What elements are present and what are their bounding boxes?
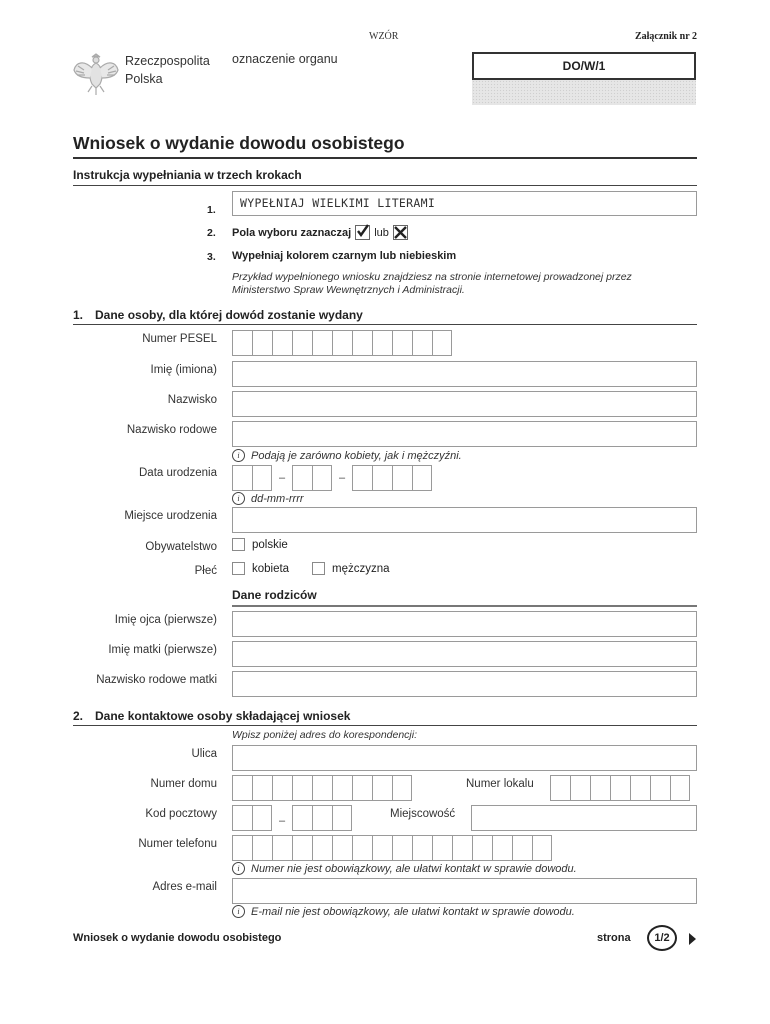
info-icon: i: [232, 492, 245, 505]
dob-day-cell[interactable]: [252, 465, 272, 491]
house-number-cell[interactable]: [252, 775, 272, 801]
city-label: Miejscowość: [390, 808, 456, 820]
phone-hint-text: Numer nie jest obowiązkowy, ale ułatwi kontakt w sprawie dowodu.: [251, 862, 577, 875]
postal-cell[interactable]: [312, 805, 332, 831]
phone-cell[interactable]: [472, 835, 492, 861]
dob-day-cell[interactable]: [232, 465, 252, 491]
house-number-cell[interactable]: [292, 775, 312, 801]
parents-heading-block: [232, 588, 697, 607]
section-1-rule: [73, 324, 697, 325]
citizenship-polish-label: polskie: [252, 538, 288, 551]
info-icon: i: [232, 862, 245, 875]
dob-month-cell[interactable]: [312, 465, 332, 491]
flat-number-cell[interactable]: [570, 775, 590, 801]
country-line-1: Rzeczpospolita: [125, 54, 210, 68]
first-name-input[interactable]: [232, 361, 697, 387]
form-code-box: DO/W/1: [472, 52, 696, 80]
footer-title: Wniosek o wydanie dowodu osobistego: [73, 932, 282, 944]
pesel-input[interactable]: [232, 330, 452, 356]
info-icon: i: [232, 905, 245, 918]
dob-year-cell[interactable]: [412, 465, 432, 491]
flat-number-label: Numer lokalu: [466, 778, 534, 790]
birth-surname-hint-text: Podają je zarówno kobiety, jak i mężczyźni.: [251, 449, 462, 462]
citizenship-option: [232, 538, 288, 551]
citizenship-polish-checkbox[interactable]: [232, 538, 245, 551]
phone-cell[interactable]: [232, 835, 252, 861]
step-2-number: 2.: [207, 227, 216, 239]
phone-cell[interactable]: [372, 835, 392, 861]
dob-separator: –: [278, 472, 286, 484]
pesel-cell[interactable]: [312, 330, 332, 356]
phone-cell[interactable]: [392, 835, 412, 861]
phone-cell[interactable]: [332, 835, 352, 861]
mother-birth-surname-label: Nazwisko rodowe matki: [96, 674, 217, 686]
sex-female-option: [232, 562, 289, 575]
flat-number-input[interactable]: [550, 775, 690, 801]
section-2-rule: [73, 725, 697, 726]
mother-name-label: Imię matki (pierwsze): [108, 644, 217, 656]
phone-cell[interactable]: [292, 835, 312, 861]
dob-year-cell[interactable]: [352, 465, 372, 491]
step-2-or: lub: [374, 226, 389, 239]
phone-cell[interactable]: [452, 835, 472, 861]
page-title: Wniosek o wydanie dowodu osobistego: [73, 133, 405, 153]
pesel-cell[interactable]: [352, 330, 372, 356]
address-hint: Wpisz poniżej adres do korespondencji:: [232, 729, 418, 741]
step-2-text: Pola wyboru zaznaczaj: [232, 226, 352, 239]
postal-cell[interactable]: [252, 805, 272, 831]
postal-code-part-1[interactable]: [232, 805, 272, 831]
flat-number-cell[interactable]: [610, 775, 630, 801]
dob-input[interactable]: [232, 465, 432, 491]
step-2-row: [232, 225, 408, 240]
dob-year-cells[interactable]: [352, 465, 432, 491]
phone-cell[interactable]: [312, 835, 332, 861]
father-name-label: Imię ojca (pierwsze): [114, 614, 217, 626]
phone-cell[interactable]: [532, 835, 552, 861]
page-indicator: 1/2: [647, 925, 677, 951]
section-1-number: 1.: [73, 308, 84, 322]
birth-surname-label: Nazwisko rodowe: [126, 424, 217, 436]
phone-cell[interactable]: [252, 835, 272, 861]
first-name-label: Imię (imiona): [150, 364, 217, 376]
birthplace-label: Miejsce urodzenia: [124, 510, 217, 522]
section-1-title: Dane osoby, dla której dowód zostanie wydany: [95, 308, 363, 322]
polish-eagle-emblem-icon: [70, 48, 122, 98]
footer-page-label: strona: [597, 932, 631, 944]
step-3-number: 3.: [207, 251, 216, 263]
flat-number-cell[interactable]: [650, 775, 670, 801]
pesel-cell[interactable]: [292, 330, 312, 356]
house-number-cell[interactable]: [332, 775, 352, 801]
pesel-cell[interactable]: [232, 330, 252, 356]
phone-cell[interactable]: [492, 835, 512, 861]
step-3-text: Wypełniaj kolorem czarnym lub niebieskim: [232, 250, 457, 262]
mother-birth-surname-input[interactable]: [232, 671, 697, 697]
house-number-cell[interactable]: [372, 775, 392, 801]
postal-separator: –: [278, 815, 286, 827]
dob-year-cell[interactable]: [392, 465, 412, 491]
flat-number-cell[interactable]: [630, 775, 650, 801]
play-arrow-icon[interactable]: [689, 933, 696, 945]
office-designation-label: oznaczenie organu: [232, 52, 338, 66]
dob-separator: –: [338, 472, 346, 484]
phone-cell[interactable]: [432, 835, 452, 861]
pesel-label: Numer PESEL: [142, 333, 217, 345]
postal-code-input[interactable]: [232, 805, 352, 831]
wzor-label: WZÓR: [369, 31, 399, 42]
parents-rule: [232, 605, 697, 607]
phone-cell[interactable]: [272, 835, 292, 861]
citizenship-label: Obywatelstwo: [145, 541, 217, 553]
section-2-title: Dane kontaktowe osoby składającej wniosek: [95, 709, 351, 723]
pesel-cell[interactable]: [392, 330, 412, 356]
dob-month-cells[interactable]: [292, 465, 332, 491]
instructions-heading-block: [73, 168, 697, 186]
flat-number-cell[interactable]: [670, 775, 690, 801]
checkmark-icon: [355, 225, 370, 240]
dob-hint-text: dd-mm-rrrr: [251, 492, 304, 505]
pesel-cell[interactable]: [432, 330, 452, 356]
house-number-cell[interactable]: [352, 775, 372, 801]
pesel-cell[interactable]: [272, 330, 292, 356]
postal-code-label: Kod pocztowy: [145, 808, 217, 820]
email-hint-text: E-mail nie jest obowiązkowy, ale ułatwi kontakt w sprawie dowodu.: [251, 905, 575, 918]
sex-male-label: mężczyzna: [332, 562, 390, 575]
office-stamp-area: [472, 80, 696, 105]
info-icon: i: [232, 449, 245, 462]
flat-number-cell[interactable]: [590, 775, 610, 801]
phone-hint: [232, 862, 577, 875]
sex-label: Płeć: [194, 565, 217, 577]
step-1-example-field: WYPEŁNIAJ WIELKIMI LITERAMI: [232, 191, 697, 216]
dob-day-cells[interactable]: [232, 465, 272, 491]
email-hint: [232, 905, 575, 918]
birthplace-input[interactable]: [232, 507, 697, 533]
pesel-cell[interactable]: [412, 330, 432, 356]
sex-female-checkbox[interactable]: [232, 562, 245, 575]
surname-input[interactable]: [232, 391, 697, 417]
house-number-cell[interactable]: [232, 775, 252, 801]
postal-cell[interactable]: [232, 805, 252, 831]
sex-male-option: [312, 562, 390, 575]
sex-male-checkbox[interactable]: [312, 562, 325, 575]
street-label: Ulica: [191, 748, 217, 760]
postal-cell[interactable]: [292, 805, 312, 831]
title-rule: [73, 157, 697, 159]
instructions-rule: [73, 185, 697, 186]
pesel-cell[interactable]: [252, 330, 272, 356]
dob-label: Data urodzenia: [139, 467, 217, 479]
dob-year-cell[interactable]: [372, 465, 392, 491]
sex-female-label: kobieta: [252, 562, 290, 575]
email-label: Adres e-mail: [152, 881, 217, 893]
step-1-number: 1.: [207, 204, 216, 216]
section-2-number: 2.: [73, 709, 84, 723]
postal-code-part-2[interactable]: [292, 805, 352, 831]
mother-name-input[interactable]: [232, 641, 697, 667]
country-line-2: Polska: [125, 72, 163, 86]
phone-cell[interactable]: [352, 835, 372, 861]
house-number-cell[interactable]: [312, 775, 332, 801]
phone-label: Numer telefonu: [138, 838, 217, 850]
section-1-heading-block: [73, 308, 697, 325]
pesel-cell[interactable]: [372, 330, 392, 356]
dob-month-cell[interactable]: [292, 465, 312, 491]
phone-cell[interactable]: [412, 835, 432, 861]
email-input[interactable]: [232, 878, 697, 904]
house-number-cell[interactable]: [392, 775, 412, 801]
page-title-block: [73, 133, 697, 159]
phone-cell[interactable]: [512, 835, 532, 861]
phone-input[interactable]: [232, 835, 552, 861]
street-input[interactable]: [232, 745, 697, 771]
instructions-note: Przykład wypełnionego wniosku znajdziesz na stronie internetowej prowadzonej przez Ministerstwo Spraw Wewnętrznych i Administracji.: [232, 271, 632, 296]
birth-surname-input[interactable]: [232, 421, 697, 447]
section-2-heading-block: [73, 709, 697, 726]
father-name-input[interactable]: [232, 611, 697, 637]
flat-number-cell[interactable]: [550, 775, 570, 801]
country-name: [125, 52, 210, 88]
section-2-heading: [73, 709, 697, 723]
parents-heading: Dane rodziców: [232, 588, 317, 602]
section-1-heading: [73, 308, 697, 322]
dob-hint: [232, 492, 304, 505]
instructions-heading: Instrukcja wypełniania w trzech krokach: [73, 168, 302, 182]
x-mark-icon: [393, 225, 408, 240]
attachment-label: Załącznik nr 2: [634, 31, 697, 42]
house-number-input[interactable]: [232, 775, 412, 801]
house-number-cell[interactable]: [272, 775, 292, 801]
postal-cell[interactable]: [332, 805, 352, 831]
birth-surname-hint: [232, 449, 462, 462]
city-input[interactable]: [471, 805, 697, 831]
pesel-cell[interactable]: [332, 330, 352, 356]
house-number-label: Numer domu: [150, 778, 217, 790]
surname-label: Nazwisko: [167, 394, 217, 406]
